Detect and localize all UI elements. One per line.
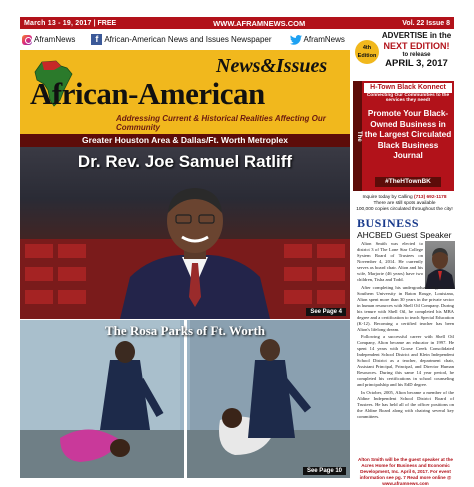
lead-headline[interactable]: Dr. Rev. Joe Samuel Ratliff bbox=[77, 152, 293, 171]
advertise-box[interactable] bbox=[353, 30, 454, 84]
region-banner: Greater Houston Area & Dallas/Ft. Worth Metroplex bbox=[20, 134, 350, 147]
issue-date: March 13 - 19, 2017 bbox=[24, 19, 92, 27]
masthead bbox=[20, 50, 350, 134]
social-bar bbox=[20, 30, 350, 49]
business-subheading: AHCBED Guest Speaker bbox=[357, 230, 452, 240]
article-footer[interactable]: Alton Smith will be the guest speaker at the Acres Home for Business and Economic Development, Inc. April 6, 2017. For event information see pg. 7 Read more online @ www.aframnews.com bbox=[358, 457, 453, 486]
htown-hashtag[interactable]: #TheHTownBK bbox=[375, 177, 441, 187]
article-para-2: After completing his undergraduate degree from Southern University in Baton Rouge, Louisiana, Alton spent more than 30 years in the private sector in human resources with Shell Oil Company. During his tenure with Shell Oil, he completed his MBA degree and a certification to teach Special Education (K-12). Becoming a certified teacher has been Alton's lifelong dream. bbox=[357, 284, 454, 332]
business-article bbox=[357, 241, 454, 451]
inquire-info bbox=[355, 195, 454, 213]
inquire-line3: 100,000 copies circulated throughout the city! bbox=[356, 207, 453, 212]
advertise-line3: to release bbox=[402, 52, 431, 58]
lead-photo[interactable] bbox=[20, 147, 350, 319]
htown-promo: Promote Your Black-Owned Business in the Largest Circulated Black Business Journal bbox=[364, 109, 452, 160]
edition-badge: 4th Edition bbox=[355, 40, 379, 64]
htown-sub: Connecting Our Communities to the services they need! bbox=[366, 93, 450, 103]
twitter-link[interactable] bbox=[290, 35, 345, 45]
masthead-tagline: Addressing Current & Historical Realities Affecting Our Community bbox=[116, 114, 326, 132]
instagram-handle: AframNews bbox=[34, 35, 76, 44]
instagram-icon bbox=[22, 35, 32, 45]
instagram-link[interactable] bbox=[22, 35, 75, 45]
inquire-phone[interactable]: (713) 692-1178 bbox=[413, 195, 447, 200]
twitter-icon bbox=[290, 35, 302, 45]
business-heading: BUSINESS bbox=[357, 216, 420, 230]
htown-side-label: The bbox=[353, 81, 362, 191]
second-headline[interactable]: The Rosa Parks of Ft. Worth bbox=[104, 323, 266, 338]
inquire-line2: There are still spots available bbox=[373, 201, 436, 206]
facebook-link[interactable] bbox=[91, 34, 271, 45]
second-photo[interactable] bbox=[20, 320, 350, 478]
inquire-line1: Inquire today by Calling bbox=[362, 195, 413, 200]
right-column bbox=[353, 30, 454, 486]
advertise-line1: ADVERTISE in the bbox=[381, 31, 452, 40]
htown-name: H-Town Black Konnect bbox=[364, 83, 452, 93]
top-bar: March 13 - 19, 2017 | FREE WWW.AFRAMNEWS.COM Vol. 22 Issue 8 bbox=[20, 17, 454, 29]
arrest-scene-graphic bbox=[20, 320, 350, 478]
masthead-title: African-American bbox=[30, 76, 265, 111]
price-label: FREE bbox=[97, 19, 117, 27]
second-page-ref[interactable]: See Page 10 bbox=[303, 467, 346, 475]
newspaper-front-page bbox=[20, 17, 454, 486]
facebook-handle: African-American News and Issues Newspaper bbox=[104, 35, 272, 44]
website-link[interactable]: WWW.AFRAMNEWS.COM bbox=[213, 18, 306, 28]
masthead-subtitle: News&Issues bbox=[216, 55, 328, 77]
volume-label: Vol. 22 Issue 8 bbox=[402, 19, 450, 27]
facebook-icon: f bbox=[91, 34, 102, 45]
lead-page-ref[interactable]: See Page 4 bbox=[306, 308, 346, 316]
advertise-date: APRIL 3, 2017 bbox=[385, 58, 448, 69]
article-para-1: Alton Smith was elected to district 3 of The Lone Star College System Board of Trustees on November 4, 2014. He currently serves as board chair. Alton and his wife, Marjorie (46 years) have two children, Tisha and Todd. bbox=[357, 241, 423, 282]
advertise-line2: NEXT EDITION! bbox=[383, 41, 450, 51]
twitter-handle: AframNews bbox=[303, 35, 345, 44]
article-para-4: In October, 2005, Alton became a member of the Aldine Independent School District Board of Trustees. He has held all of the officer positions on the Aldine Board along with chairing several key committees. bbox=[357, 389, 454, 419]
article-para-3: Following a successful career with Shell Oil Company, Alton became an educator in 1997. He spent 14 years with Goose Creek Consolidated Independent School District and Klein Independent School District as a teacher, department chair, Assistant Principal, Principal, and Director Human Resources. During this same 14 year period, he completed his certifications in school counseling and principalship and his EdD degree. bbox=[357, 334, 454, 387]
portrait-illustration bbox=[110, 177, 280, 319]
htown-konnect-ad[interactable] bbox=[353, 81, 454, 191]
